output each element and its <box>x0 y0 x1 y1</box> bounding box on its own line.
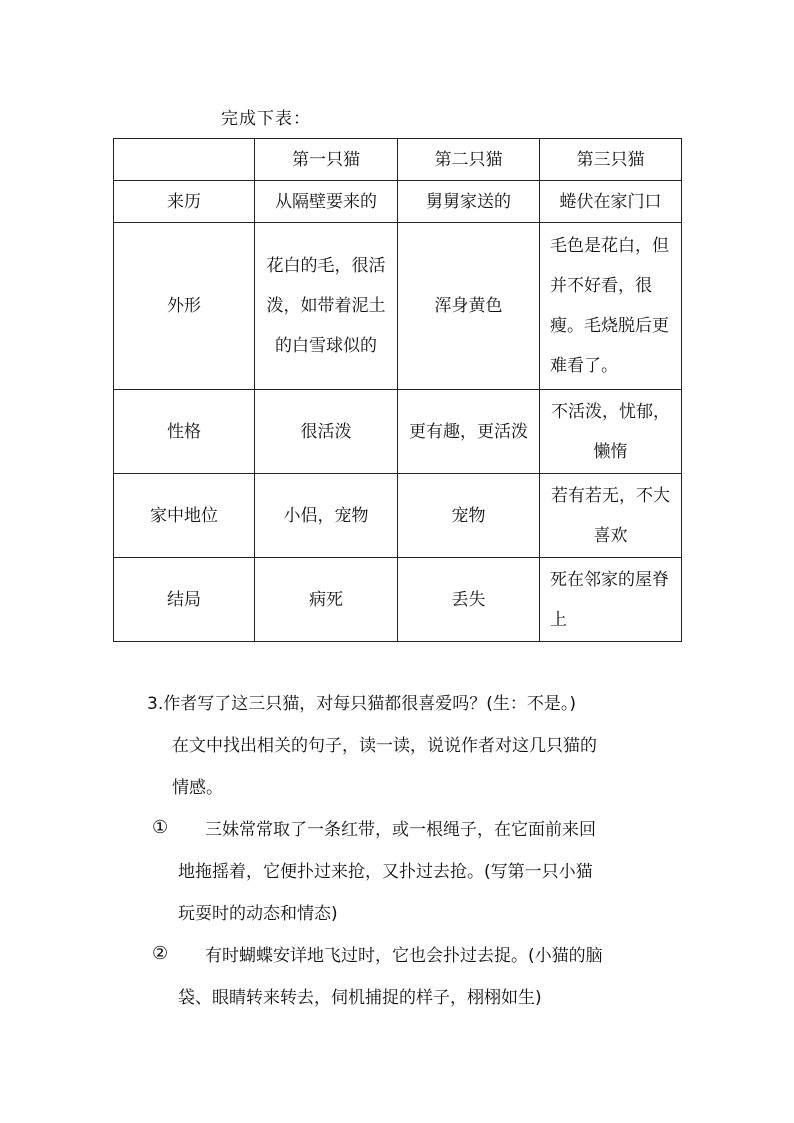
table-cell: 小侣，宠物 <box>255 474 398 558</box>
row-label: 家中地位 <box>114 474 255 558</box>
table-row <box>114 558 682 642</box>
table-cell: 浑身黄色 <box>398 223 540 390</box>
table-cell: 宠物 <box>398 474 540 558</box>
table-cell: 病死 <box>255 558 398 642</box>
table-header-cat1: 第一只猫 <box>255 139 398 181</box>
question-number: 3. <box>147 694 164 714</box>
table-title: 完成下表： <box>221 109 311 129</box>
table-header-cat3: 第三只猫 <box>540 139 682 181</box>
table-cell: 若有若无，不大喜欢 <box>540 474 682 558</box>
question-text: 作者写了这三只猫，对每只猫都很喜爱吗？(生：不是。) <box>163 694 576 714</box>
question-line: 在文中找出相关的句子，读一读，说说作者对这几只猫的 <box>172 736 597 756</box>
table-cell: 蜷伏在家门口 <box>540 181 682 223</box>
table-row <box>114 223 682 390</box>
table-row <box>114 474 682 558</box>
table-header-cat2: 第二只猫 <box>398 139 540 181</box>
quote-marker: ① <box>152 817 169 838</box>
table-cell: 更有趣，更活泼 <box>398 390 540 474</box>
table-cell: 从隔壁要来的 <box>255 181 398 223</box>
table-cell: 毛色是花白，但并不好看，很瘦。毛烧脱后更难看了。 <box>540 223 682 390</box>
table-row <box>114 181 682 223</box>
cat-comparison-table <box>113 138 682 642</box>
row-label: 结局 <box>114 558 255 642</box>
quote-line: 地拖摇着，它便扑过来抢，又扑过去抢。(写第一只小猫 <box>178 862 593 882</box>
quote-marker: ② <box>152 943 169 964</box>
table-row <box>114 390 682 474</box>
table-cell: 死在邻家的屋脊上 <box>540 558 682 642</box>
table-header-row <box>114 139 682 181</box>
table-cell: 舅舅家送的 <box>398 181 540 223</box>
question-line <box>147 689 576 719</box>
row-label: 性格 <box>114 390 255 474</box>
row-label: 来历 <box>114 181 255 223</box>
quote-line: 有时蝴蝶安详地飞过时，它也会扑过去捉。(小猫的脑 <box>205 946 603 966</box>
row-label: 外形 <box>114 223 255 390</box>
quote-line: 袋、眼睛转来转去，伺机捕捉的样子，栩栩如生) <box>178 988 542 1008</box>
quote-line: 三妹常常取了一条红带，或一根绳子，在它面前来回 <box>205 820 596 840</box>
question-line: 情感。 <box>172 778 223 798</box>
table-cell: 很活泼 <box>255 390 398 474</box>
table-header-empty <box>114 139 255 181</box>
table-cell: 花白的毛，很活泼，如带着泥土的白雪球似的 <box>255 223 398 390</box>
table-cell: 丢失 <box>398 558 540 642</box>
table-cell: 不活泼，忧郁，懒惰 <box>540 390 682 474</box>
quote-line: 玩耍时的动态和情态) <box>178 904 338 924</box>
